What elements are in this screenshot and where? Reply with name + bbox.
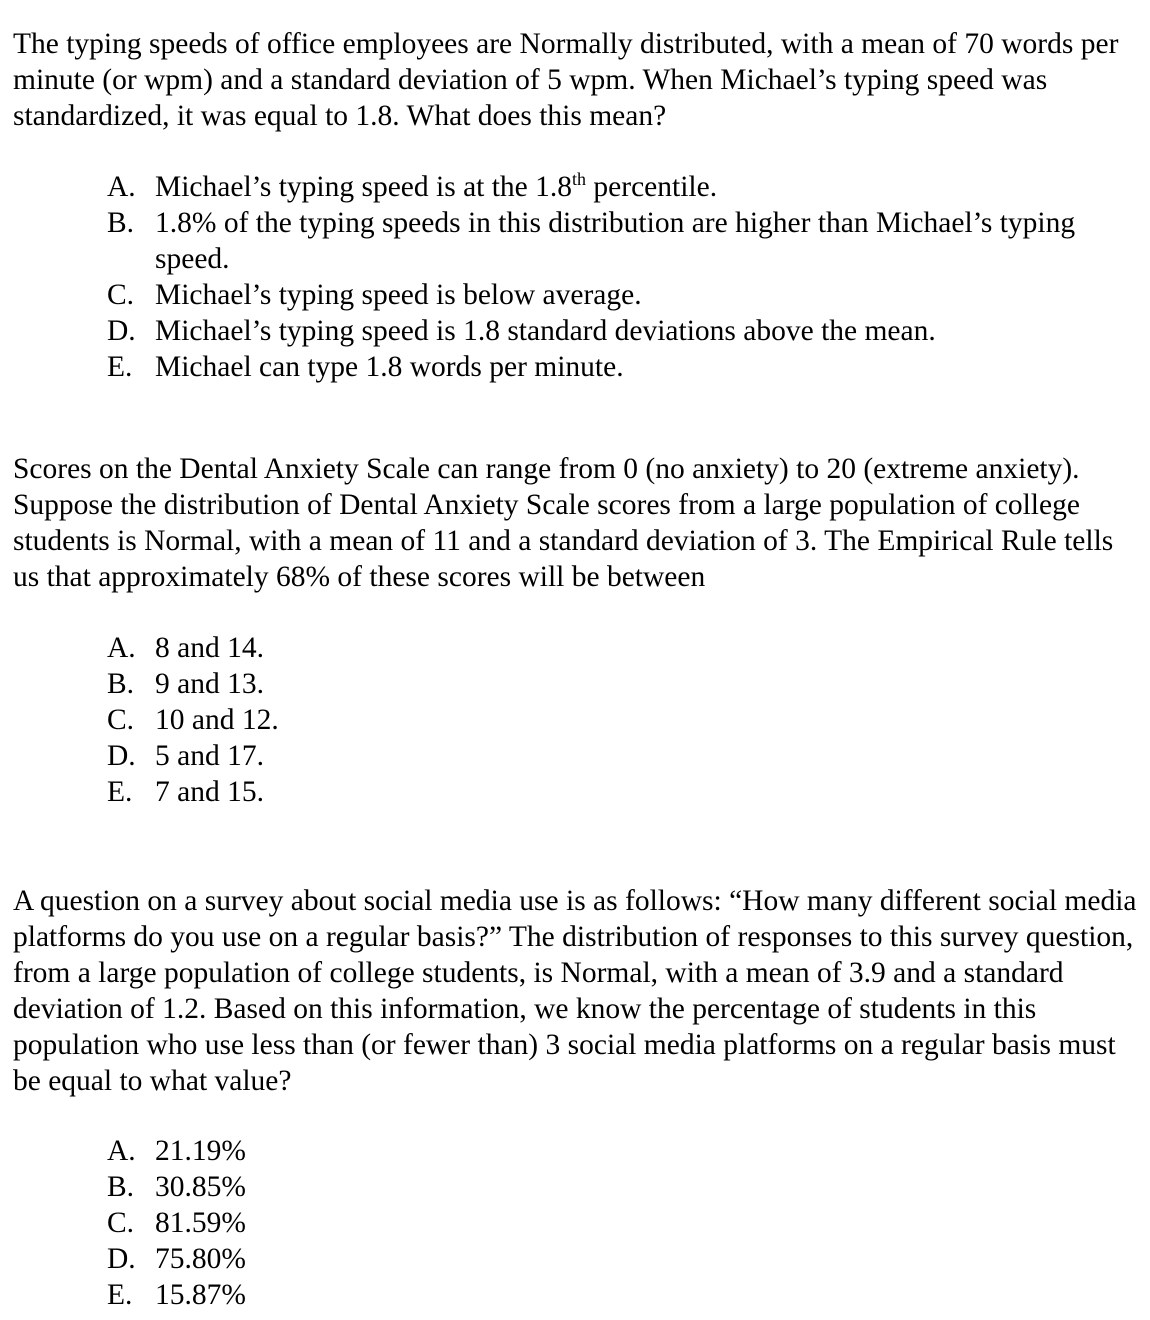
option-letter: A. bbox=[107, 1135, 136, 1167]
question-2 bbox=[13, 451, 1143, 808]
option-e bbox=[107, 774, 1137, 810]
option-text: 5 and 17. bbox=[155, 740, 264, 772]
option-letter: C. bbox=[107, 279, 135, 311]
question-stem: Scores on the Dental Anxiety Scale can range from 0 (no anxiety) to 20 (extreme anxiety). Suppose the distribution of Dental Anxiety Scale scores from a large population of college students is Normal, with a mean of 11 and a standard deviation of 3. The Empirical Rule tells us that approximately 68% of these scores will be between bbox=[13, 453, 1114, 593]
option-text: 1.8% of the typing speeds in this distribution are higher than Michael’s typing speed. bbox=[155, 207, 1076, 275]
option-text: 15.87% bbox=[155, 1279, 246, 1311]
option-e bbox=[107, 349, 1137, 385]
question-stem: A question on a survey about social media use is as follows: “How many different social media platforms do you use on a regular basis?” The distribution of responses to this survey question, from a large population of college students, is Normal, with a mean of 3.9 and a standard deviation of 1.2. Based on this information, we know the percentage of students in this population who use less than (or fewer than) 3 social media platforms on a regular basis must be equal to what value? bbox=[13, 885, 1137, 1097]
option-letter: D. bbox=[107, 1243, 136, 1275]
option-letter: A. bbox=[107, 171, 136, 203]
option-text-after: percentile. bbox=[586, 171, 718, 203]
option-d bbox=[107, 1241, 1137, 1277]
option-text: Michael’s typing speed is 1.8 standard deviations above the mean. bbox=[155, 315, 936, 347]
option-text: 9 and 13. bbox=[155, 668, 264, 700]
option-letter: B. bbox=[107, 207, 135, 239]
option-b bbox=[107, 1169, 1137, 1205]
option-letter: B. bbox=[107, 668, 135, 700]
option-text: 81.59% bbox=[155, 1207, 246, 1239]
option-letter: C. bbox=[107, 704, 135, 736]
option-text: 30.85% bbox=[155, 1171, 246, 1203]
option-a bbox=[107, 1133, 1137, 1169]
option-text bbox=[155, 169, 1137, 205]
option-text: 8 and 14. bbox=[155, 632, 264, 664]
option-letter: E. bbox=[107, 351, 133, 383]
option-letter: A. bbox=[107, 632, 136, 664]
option-a bbox=[107, 169, 1137, 205]
question-1 bbox=[13, 26, 1143, 383]
option-b bbox=[107, 666, 1137, 702]
answer-options bbox=[107, 169, 1137, 385]
answer-options bbox=[107, 630, 1137, 810]
option-a bbox=[107, 630, 1137, 666]
option-d bbox=[107, 313, 1137, 349]
option-text-before: Michael’s typing speed is at the 1.8 bbox=[155, 171, 573, 203]
option-letter: E. bbox=[107, 1279, 133, 1311]
option-b bbox=[107, 205, 1137, 277]
option-text: Michael can type 1.8 words per minute. bbox=[155, 351, 624, 383]
option-letter: B. bbox=[107, 1171, 135, 1203]
question-stem: The typing speeds of office employees are Normally distributed, with a mean of 70 words per minute (or wpm) and a standard deviation of 5 wpm. When Michael’s typing speed was standardized, it was equal to 1.8. What does this mean? bbox=[13, 28, 1119, 132]
option-c bbox=[107, 702, 1137, 738]
option-c bbox=[107, 277, 1137, 313]
option-letter: D. bbox=[107, 315, 136, 347]
option-text: 21.19% bbox=[155, 1135, 246, 1167]
superscript-ordinal: th bbox=[572, 169, 587, 189]
answer-options bbox=[107, 1133, 1137, 1313]
option-text: 75.80% bbox=[155, 1243, 246, 1275]
option-e bbox=[107, 1277, 1137, 1313]
option-text: Michael’s typing speed is below average. bbox=[155, 279, 642, 311]
option-letter: C. bbox=[107, 1207, 135, 1239]
option-letter: D. bbox=[107, 740, 136, 772]
option-text: 10 and 12. bbox=[155, 704, 279, 736]
option-letter: E. bbox=[107, 776, 133, 808]
option-c bbox=[107, 1205, 1137, 1241]
option-d bbox=[107, 738, 1137, 774]
option-text: 7 and 15. bbox=[155, 776, 264, 808]
question-3 bbox=[13, 883, 1143, 1311]
